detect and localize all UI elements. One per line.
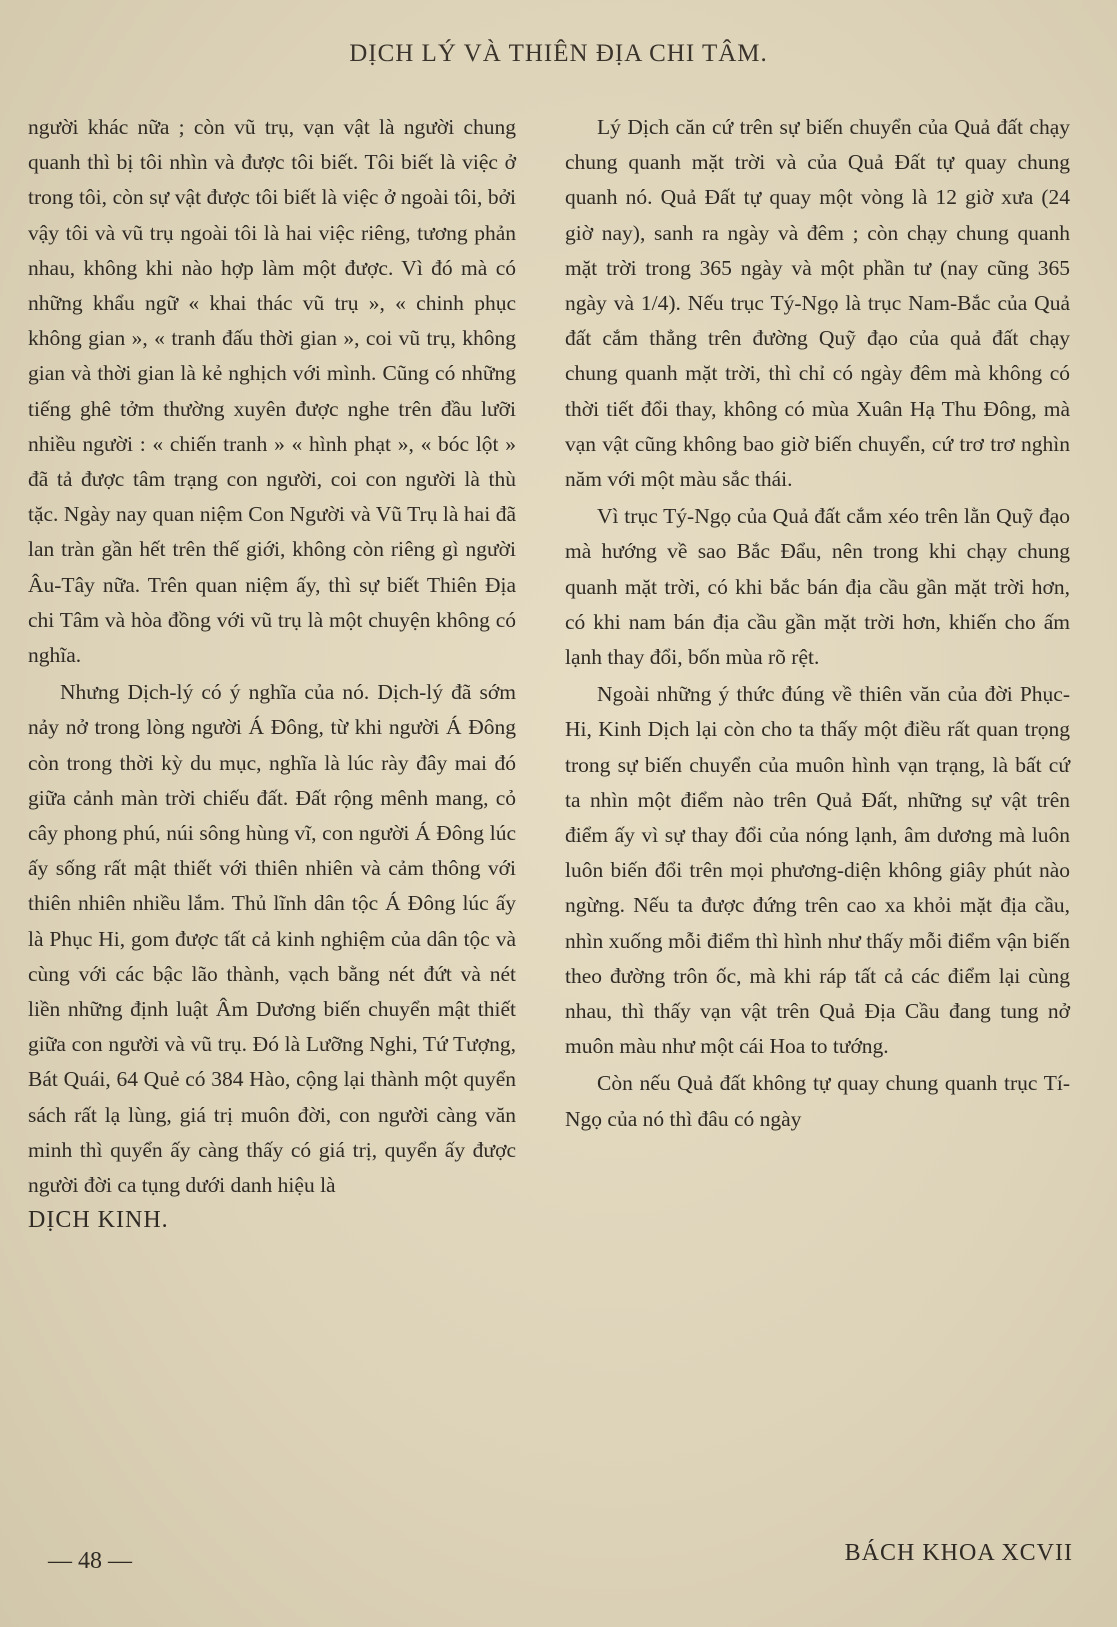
journal-name: BÁCH KHOA XCVII (844, 1540, 1073, 1566)
book-title: DỊCH KINH. (28, 1207, 169, 1234)
page-number: — 48 — (48, 1548, 132, 1574)
left-column (28, 110, 516, 1239)
paragraph: Ngoài những ý thức đúng về thiên văn của đời Phục-Hi, Kinh Dịch lại còn cho ta thấy một điều rất quan trọng trong sự biến chuyển của muôn hình vạn trạng, là bất cứ ta nhìn một điểm nào trên Quả Đất, những sự vật trên điểm ấy vì sự thay đổi của nóng lạnh, âm dương mà luôn luôn biến đổi trên mọi phương-diện không giây phút nào ngừng. Nếu ta được đứng trên cao xa khỏi mặt địa cầu, nhìn xuống mỗi điểm thì hình như thấy mỗi điểm vận biến theo đường trôn ốc, mà khi ráp tất cả các điểm lại cùng nhau, thì thấy vạn vật trên Quả Địa Cầu đang tung nở muôn màu như một cái Hoa to tướng. (565, 682, 1070, 1059)
right-column (565, 110, 1070, 1137)
paragraph: Vì trục Tý-Ngọ của Quả đất cắm xéo trên lằn Quỹ đạo mà hướng về sao Bắc Đẩu, nên trong khi chạy chung quanh mặt trời, có khi bắc bán địa cầu gần mặt trời hơn, có khi nam bán địa cầu gần mặt trời hơn, khiến cho ấm lạnh thay đổi, bốn mùa rõ rệt. (565, 504, 1070, 670)
paragraph (28, 675, 516, 1238)
running-title: DỊCH LÝ VÀ THIÊN ĐỊA CHI TÂM. (349, 40, 768, 67)
paragraph: Còn nếu Quả đất không tự quay chung quanh trục Tí-Ngọ của nó thì đâu có ngày (565, 1071, 1070, 1131)
paragraph: Lý Dịch căn cứ trên sự biến chuyển của Quả đất chạy chung quanh mặt trời và của Quả Đất tự quay chung quanh nó. Quả Đất tự quay một vòng là 12 giờ xưa (24 giờ nay), sanh ra ngày và đêm ; còn chạy chung quanh mặt trời trong 365 ngày và một phần tư (nay cũng 365 ngày và 1/4). Nếu trục Tý-Ngọ là trục Nam-Bắc của Quả đất cắm thẳng trên đường Quỹ đạo của quả đất chạy chung quanh mặt trời, thì chỉ có ngày đêm mà không có thời tiết đổi thay, không có mùa Xuân Hạ Thu Đông, mà vạn vật cũng không bao giờ biến chuyển, cứ trơ trơ nghìn năm với một màu sắc thái. (565, 115, 1070, 492)
paragraph-text: Nhưng Dịch-lý có ý nghĩa của nó. Dịch-lý đã sớm nảy nở trong lòng người Á Đông, từ khi người Á Đông còn trong thời kỳ du mục, nghĩa là lúc rày đây mai đó giữa cảnh màn trời chiếu đất. Đất rộng mênh mang, cỏ cây phong phú, núi sông hùng vĩ, con người Á Đông lúc ấy sống rất mật thiết với thiên nhiên và cảm thông với thiên nhiên nhiều lắm. Thủ lĩnh dân tộc Á Đông lúc ấy là Phục Hi, gom được tất cả kinh nghiệm của dân tộc và cùng với các bậc lão thành, vạch bằng nét đứt và nét liền những định luật Âm Dương biến chuyển mật thiết giữa con người và vũ trụ. Đó là Lưỡng Nghi, Tứ Tượng, Bát Quái, 64 Quẻ có 384 Hào, cộng lại thành một quyển sách rất lạ lùng, giá trị muôn đời, con người càng văn minh thì quyển ấy càng thấy có giá trị, quyển ấy được người đời ca tụng dưới danh hiệu là (28, 680, 516, 1198)
paragraph: người khác nữa ; còn vũ trụ, vạn vật là người chung quanh thì bị tôi nhìn và được tôi biết. Tôi biết là việc ở trong tôi, còn sự vật được tôi biết là việc ở ngoài tôi, bởi vậy tôi và vũ trụ ngoài tôi là hai việc riêng, tương phản nhau, không khi nào hợp làm một được. Vì đó mà có những khẩu ngữ « khai thác vũ trụ », « chinh phục không gian », « tranh đấu thời gian », coi vũ trụ, không gian và thời gian là kẻ nghịch với mình. Cũng có những tiếng ghê tởm thường xuyên được nghe trên đầu lưỡi nhiều người : « chiến tranh » « hình phạt », « bóc lột » đã tả được tâm trạng con người, coi con người là thù tặc. Ngày nay quan niệm Con Người và Vũ Trụ là hai đã lan tràn gần hết trên thế giới, không còn riêng gì người Âu-Tây nữa. Trên quan niệm ấy, thì sự biết Thiên Địa chi Tâm và hòa đồng với vũ trụ là một chuyện không có nghĩa. (28, 115, 516, 668)
